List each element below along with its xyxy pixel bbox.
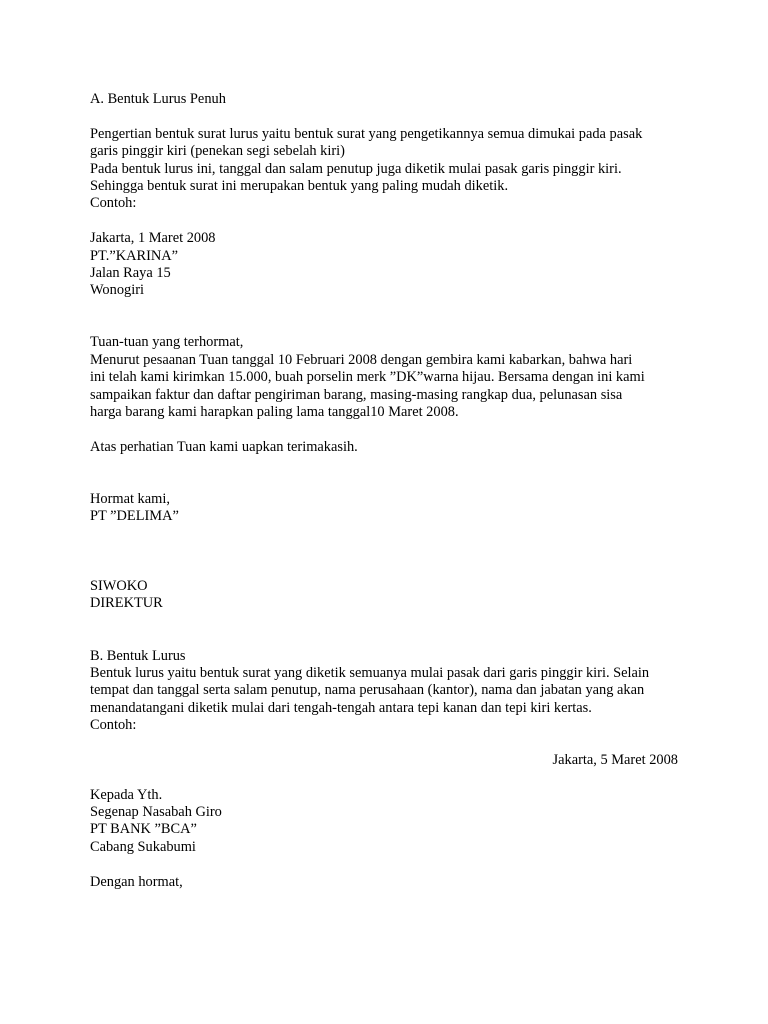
text-line: sampaikan faktur dan daftar pengiriman barang, masing-masing rangkap dua, pelunasan sisa: [90, 386, 623, 403]
signatory-name: SIWOKO: [90, 577, 148, 594]
section-a-heading: A. Bentuk Lurus Penuh: [90, 91, 226, 107]
signatory-title: DIREKTUR: [90, 595, 163, 612]
closing-phrase: Hormat kami,: [90, 491, 170, 508]
letter-salutation: Tuan-tuan yang terhormat,: [90, 334, 244, 351]
section-b-heading: B. Bentuk Lurus: [90, 647, 186, 664]
letter-body: [90, 352, 680, 422]
closing-company: PT ”DELIMA”: [90, 508, 179, 525]
section-a-explanation: [90, 126, 680, 213]
text-line: garis pinggir kiri (penekan segi sebelah kiri): [90, 143, 345, 160]
recipient-line: PT BANK ”BCA”: [90, 821, 197, 838]
letter-salutation-b: Dengan hormat,: [90, 873, 183, 890]
example-label: Contoh:: [90, 717, 137, 734]
text-line: tempat dan tanggal serta salam penutup, nama perusahaan (kantor), nama dan jabatan yang akan: [90, 682, 645, 699]
closing-note: Atas perhatian Tuan kami uapkan terimakasih.: [90, 438, 358, 455]
text-line: menandatangani diketik mulai dari tengah-tengah antara tepi kanan dan tepi kiri kertas.: [90, 699, 592, 716]
company-name: PT.”KARINA”: [90, 247, 179, 264]
text-line: Pada bentuk lurus ini, tanggal dan salam penutup juga diketik mulai pasak garis pinggir kiri.: [90, 160, 622, 177]
letter-date: Jakarta, 1 Maret 2008: [90, 230, 216, 247]
text-line: Bentuk lurus yaitu bentuk surat yang diketik semuanya mulai pasak dari garis pinggir kiri. Selain: [90, 664, 650, 681]
text-line: Pengertian bentuk surat lurus yaitu bentuk surat yang pengetikannya semua dimukai pada pasak: [90, 125, 643, 142]
sender-block: [90, 230, 680, 300]
letter-closing: [90, 491, 680, 526]
section-b-explanation: [90, 665, 680, 735]
text-line: ini telah kami kirimkan 15.000, buah porselin merk ”DK”warna hijau. Bersama dengan ini kami: [90, 369, 645, 386]
recipient-line: Cabang Sukabumi: [90, 838, 196, 855]
example-label: Contoh:: [90, 195, 137, 212]
city: Wonogiri: [90, 282, 144, 299]
recipient-line: Kepada Yth.: [90, 786, 163, 803]
recipient-block: [90, 787, 680, 857]
text-line: Menurut pesaanan Tuan tanggal 10 Februari 2008 dengan gembira kami kabarkan, bahwa hari: [90, 351, 633, 368]
letter-date-right: Jakarta, 5 Maret 2008: [552, 751, 678, 768]
recipient-line: Segenap Nasabah Giro: [90, 804, 222, 821]
signatory-block: [90, 578, 680, 613]
text-line: harga barang kami harapkan paling lama tanggal10 Maret 2008.: [90, 404, 459, 421]
street-address: Jalan Raya 15: [90, 264, 171, 281]
document-page: [90, 91, 680, 891]
text-line: Sehingga bentuk surat ini merupakan bentuk yang paling mudah diketik.: [90, 177, 509, 194]
